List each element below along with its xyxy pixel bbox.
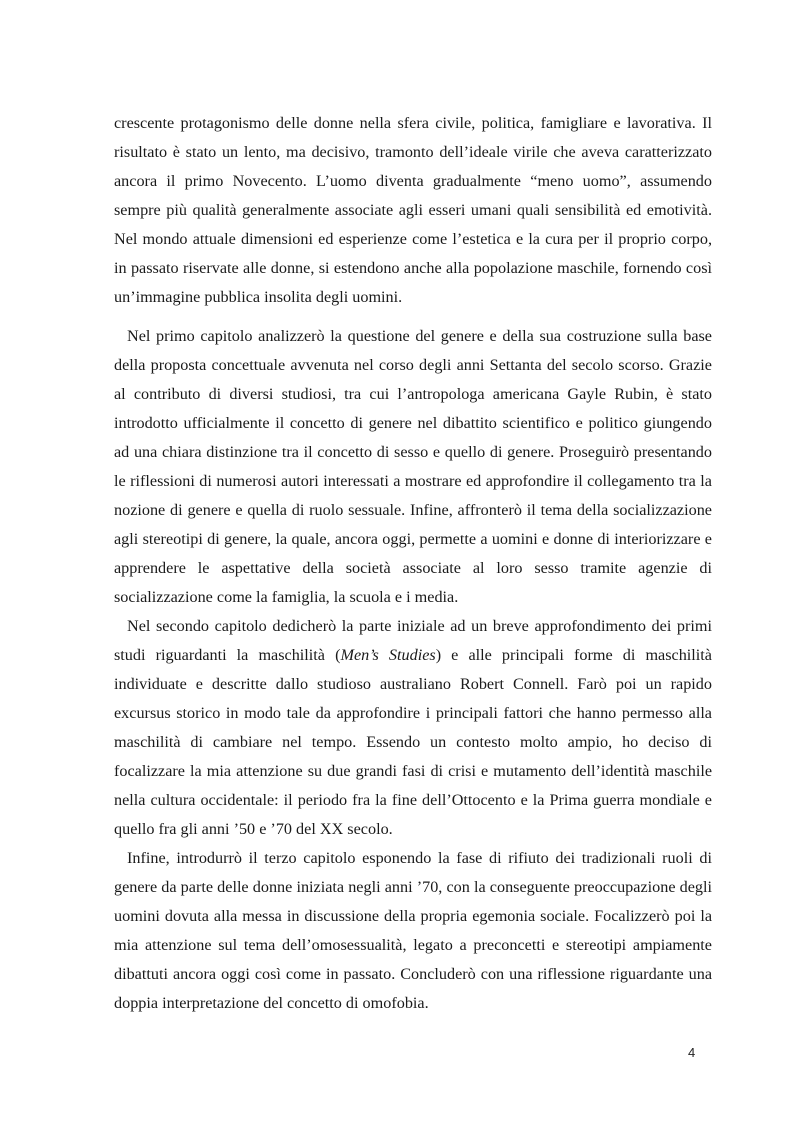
paragraph-first-chapter: Nel primo capitolo analizzerò la questione del genere e della sua costruzione sulla base della proposta concettuale avvenuta nel corso degli anni Settanta del secolo scorso. Grazie al contributo di diversi studiosi, tra cui l’antropologa americana Gayle Rubin, è stato introdotto ufficialmente il concetto di genere nel dibattito scientifico e politico giungendo ad una chiara distinzione tra il concetto di sesso e quello di genere. Proseguirò presentando le riflessioni di numerosi autori interessati a mostrare ed approfondire il collegamento tra la nozione di genere e quella di ruolo sessuale. Infine, affronterò il tema della socializzazione agli stereotipi di genere, la quale, ancora oggi, permette a uomini e donne di interiorizzare e apprendere le aspettative della società associate al loro sesso tramite agenzie di socializzazione come la famiglia, la scuola e i media.: [114, 327, 712, 606]
paragraph-text-before: Nel secondo capitolo dedicherò la parte iniziale ad un breve approfondimento dei primi studi riguardanti la maschilità (: [114, 617, 712, 664]
paragraph-continuation: crescente protagonismo delle donne nella sfera civile, politica, famigliare e lavorativa. Il risultato è stato un lento, ma decisivo, tramonto dell’ideale virile che aveva caratterizzato ancora il primo Novecento. L’uomo diventa gradualmente “meno uomo”, assumendo sempre più qualità generalmente associate agli esseri umani quali sensibilità ed emotività. Nel mondo attuale dimensioni ed esperienze come l’estetica e la cura per il proprio corpo, in passato riservate alle donne, si estendono anche alla popolazione maschile, fornendo così un’immagine pubblica insolita degli uomini.: [114, 114, 712, 306]
body-text: [114, 109, 712, 1018]
paragraph-text-after: ) e alle principali forme di maschilità individuate e descritte dallo studioso australiano Robert Connell. Farò poi un rapido excursus storico in modo tale da approfondire i principali fattori che hanno permesso alla maschilità di cambiare nel tempo. Essendo un contesto molto ampio, ho deciso di focalizzare la mia attenzione su due grandi fasi di crisi e mutamento dell’identità maschile nella cultura occidentale: il periodo fra la fine dell’Ottocento e la Prima guerra mondiale e quello fra gli anni ’50 e ’70 del XX secolo.: [114, 646, 712, 838]
paragraph-third-chapter: Infine, introdurrò il terzo capitolo esponendo la fase di rifiuto dei tradizionali ruoli di genere da parte delle donne iniziata negli anni ’70, con la conseguente preoccupazione degli uomini dovuta alla messa in discussione della propria egemonia sociale. Focalizzerò poi la mia attenzione sul tema dell’omosessualità, legato a preconcetti e stereotipi ampiamente dibattuti ancora oggi così come in passato. Concluderò con una riflessione riguardante una doppia interpretazione del concetto di omofobia.: [114, 849, 712, 1012]
paragraph-second-chapter: [114, 612, 712, 844]
page-number: 4: [688, 1045, 696, 1060]
italic-term: Men’s Studies: [340, 646, 436, 664]
